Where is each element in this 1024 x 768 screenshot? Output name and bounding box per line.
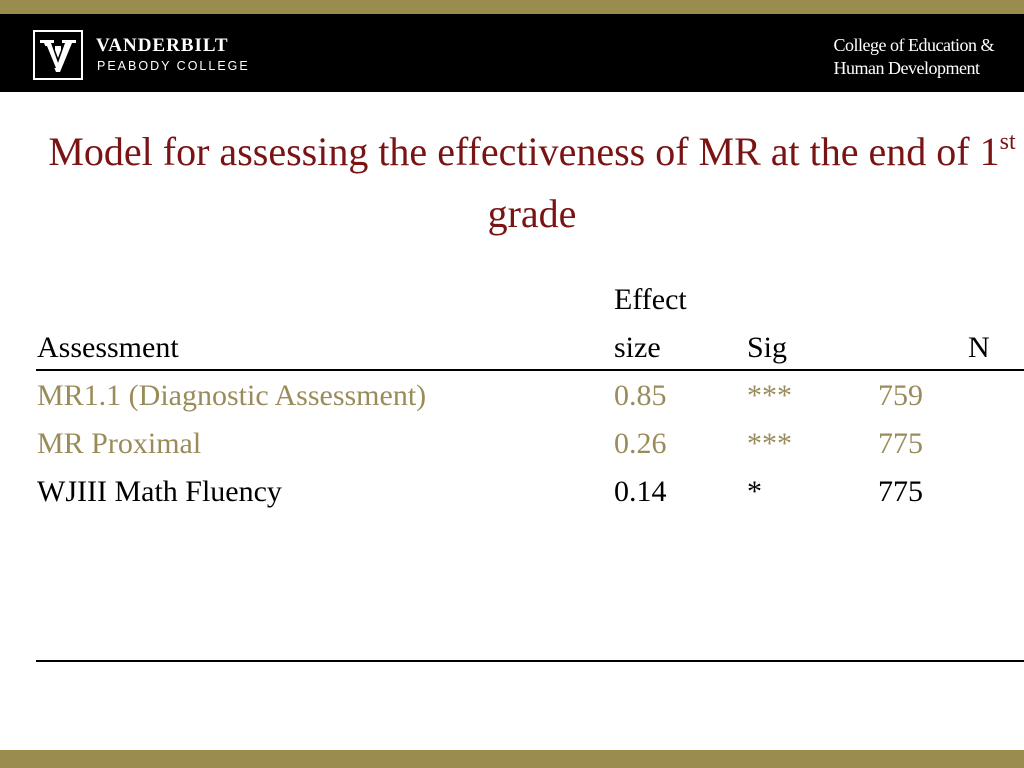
title-text: Model for assessing the effectiveness of MR at the end of 1: [48, 129, 1000, 174]
row-3-assessment: WJIII Math Fluency: [37, 475, 282, 508]
title-superscript: st: [999, 129, 1016, 155]
row-2-sig: ***: [747, 427, 792, 460]
header-rule: [36, 369, 1024, 371]
row-1-n: 759: [878, 379, 923, 412]
row-2-n: 775: [878, 427, 923, 460]
title-text-end: grade: [487, 191, 577, 236]
bottom-rule: [36, 660, 1024, 662]
college-name-line1: College of Education &: [833, 35, 994, 55]
row-3-sig: *: [747, 475, 762, 508]
row-1-assessment: MR1.1 (Diagnostic Assessment): [37, 379, 427, 412]
row-3-effect: 0.14: [614, 475, 667, 508]
header-assessment: Assessment: [37, 331, 179, 364]
brand-name: VANDERBILT: [96, 35, 229, 56]
header-effect-line2: size: [614, 331, 661, 364]
college-name-line2: Human Development: [833, 58, 980, 78]
brand-subtitle: PEABODY COLLEGE: [97, 59, 250, 73]
row-1-sig: ***: [747, 379, 792, 412]
row-2-assessment: MR Proximal: [37, 427, 202, 460]
header-sig: Sig: [747, 331, 788, 364]
row-2-effect: 0.26: [614, 427, 667, 460]
bottom-gold-band: [0, 750, 1024, 768]
row-3-n: 775: [878, 475, 923, 508]
row-1-effect: 0.85: [614, 379, 667, 412]
header-n: N: [968, 331, 990, 364]
header-effect-line1: Effect: [614, 283, 687, 316]
